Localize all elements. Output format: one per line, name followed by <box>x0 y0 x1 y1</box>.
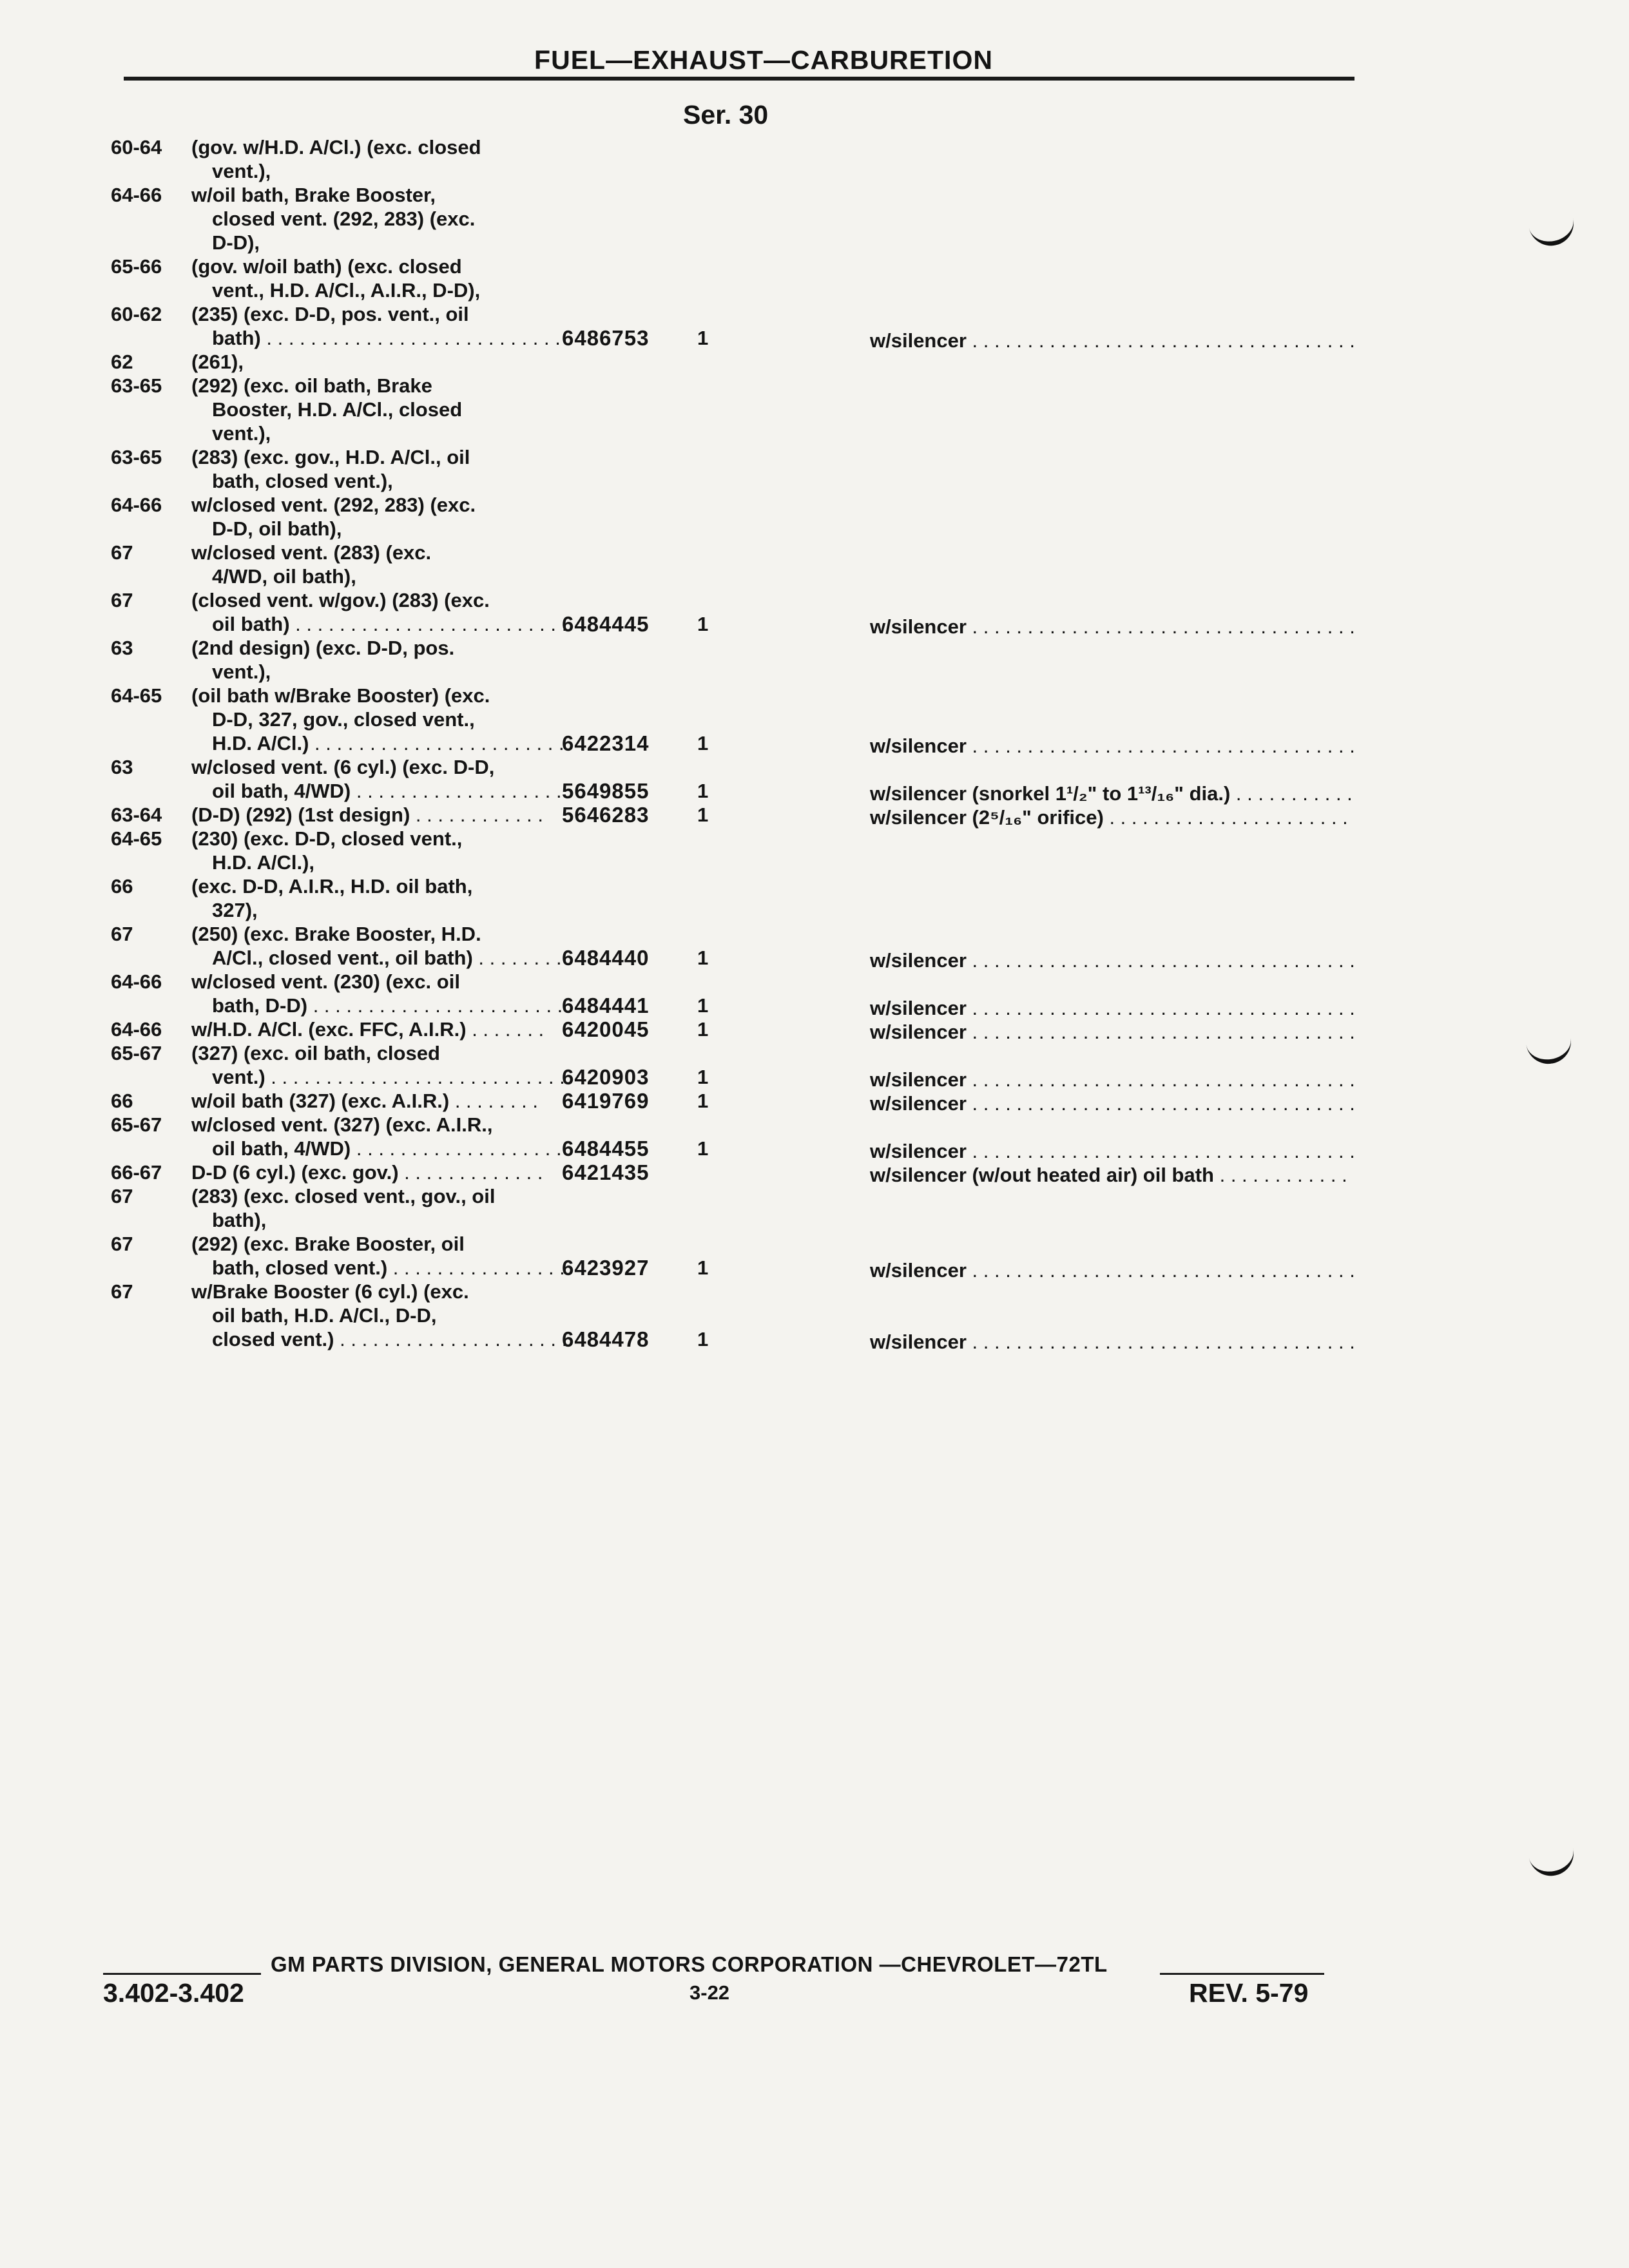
description-line: 4/WD, oil bath), <box>212 565 356 588</box>
quantity: 1 <box>697 947 709 969</box>
description-line: oil bath, H.D. A/Cl., D-D, <box>212 1304 437 1327</box>
description-line: w/oil bath (327) (exc. A.I.R.) . . . <box>191 1089 545 1113</box>
description-line: w/closed vent. (283) (exc. <box>191 541 432 564</box>
description-line: w/H.D. A/Cl. (exc. FFC, A.I.R.) . . . <box>191 1017 545 1041</box>
part-number: 5649855 <box>562 779 650 803</box>
description-line: (exc. D-D, A.I.R., H.D. oil bath, <box>191 875 473 898</box>
quantity: 1 <box>697 327 709 349</box>
footer-section-number: 3.402-3.402 <box>103 1978 244 2008</box>
quantity: 1 <box>697 803 709 826</box>
binder-mark-middle <box>1525 1034 1574 1066</box>
entry-description <box>191 1160 552 1184</box>
remark: w/silencer . . . <box>870 615 1353 639</box>
entry-description <box>191 1280 552 1351</box>
entry-years: 64-66 <box>111 970 162 993</box>
description-line: w/closed vent. (327) (exc. A.I.R., <box>191 1113 493 1136</box>
part-number: 6420045 <box>562 1017 650 1041</box>
description-line: D-D, oil bath), <box>212 517 342 540</box>
entry-years: 64-65 <box>111 827 162 850</box>
description-line: (gov. w/H.D. A/Cl.) (exc. closed <box>191 136 481 159</box>
entry-years: 64-66 <box>111 1018 162 1041</box>
binder-mark-bottom <box>1528 1845 1578 1880</box>
entry-description <box>191 1041 552 1089</box>
entry-description <box>191 684 552 755</box>
description-line: w/closed vent. (6 cyl.) (exc. D-D, <box>191 756 495 778</box>
entry-years: 63-65 <box>111 446 162 468</box>
entry-description <box>191 922 552 970</box>
description-line: bath), <box>212 1209 267 1231</box>
entry-description <box>191 1184 552 1232</box>
entry-years: 64-66 <box>111 184 162 206</box>
entry-years: 63 <box>111 637 133 659</box>
part-number: 6484441 <box>562 994 650 1017</box>
section-title: FUEL—EXHAUST—CARBURETION <box>534 45 993 75</box>
description-line: A/Cl., closed vent., oil bath) . . . <box>191 946 565 970</box>
quantity: 1 <box>697 1066 709 1088</box>
remark: w/silencer . . . <box>870 1330 1353 1354</box>
entry-description <box>191 874 552 922</box>
entry-years: 67 <box>111 1185 133 1207</box>
parts-entry <box>0 374 1418 451</box>
description-line: (261), <box>191 351 244 373</box>
entry-years: 66-67 <box>111 1161 162 1184</box>
description-line: w/oil bath, Brake Booster, <box>191 184 436 206</box>
description-line: oil bath, 4/WD) . . . <box>191 779 565 803</box>
description-line: (2nd design) (exc. D-D, pos. <box>191 637 455 659</box>
quantity: 1 <box>697 780 709 802</box>
description-line: oil bath) . . . <box>191 612 565 636</box>
description-line: D-D), <box>212 231 260 254</box>
part-number: 6423927 <box>562 1256 650 1280</box>
quantity: 1 <box>697 613 709 635</box>
entry-description <box>191 636 552 684</box>
entry-description <box>191 350 552 374</box>
entry-years: 65-66 <box>111 255 162 278</box>
description-line: closed vent. (292, 283) (exc. <box>212 207 476 230</box>
part-number: 6422314 <box>562 731 650 755</box>
entry-years: 67 <box>111 923 133 945</box>
description-line: vent.) . . . <box>191 1065 565 1089</box>
description-line: oil bath, 4/WD) . . . <box>191 1137 565 1160</box>
description-line: H.D. A/Cl.) . . . <box>191 731 565 755</box>
entry-description <box>191 588 552 636</box>
description-line: (250) (exc. Brake Booster, H.D. <box>191 923 481 945</box>
description-line: (235) (exc. D-D, pos. vent., oil <box>191 303 469 325</box>
remark: w/silencer . . . <box>870 734 1353 758</box>
entry-years: 65-67 <box>111 1113 162 1136</box>
quantity: 1 <box>697 1018 709 1041</box>
entry-years: 66 <box>111 875 133 898</box>
description-line: w/Brake Booster (6 cyl.) (exc. <box>191 1280 469 1303</box>
description-line: (292) (exc. Brake Booster, oil <box>191 1233 465 1255</box>
remark: w/silencer . . . <box>870 329 1353 352</box>
entry-description <box>191 493 552 541</box>
part-number: 6421435 <box>562 1160 650 1184</box>
title-rule <box>124 77 1354 81</box>
footer-publisher: GM PARTS DIVISION, GENERAL MOTORS CORPORATION —CHEVROLET—72TL <box>271 1952 1108 1976</box>
remark: w/silencer . . . <box>870 1068 1353 1091</box>
description-line: (327) (exc. oil bath, closed <box>191 1042 440 1064</box>
remark: w/silencer . . . <box>870 948 1353 972</box>
remark: w/silencer . . . <box>870 1020 1353 1044</box>
remark: w/silencer . . . <box>870 1091 1353 1115</box>
quantity: 1 <box>697 1137 709 1160</box>
entry-years: 66 <box>111 1090 133 1112</box>
entry-description <box>191 183 552 255</box>
description-line: (gov. w/oil bath) (exc. closed <box>191 255 462 278</box>
description-line: bath) . . . <box>191 326 565 350</box>
remark: w/silencer . . . <box>870 1139 1353 1163</box>
description-line: bath, D-D) . . . <box>191 994 565 1017</box>
description-line: D-D (6 cyl.) (exc. gov.) . . . <box>191 1160 545 1184</box>
description-line: D-D, 327, gov., closed vent., <box>212 708 475 731</box>
description-line: (283) (exc. gov., H.D. A/Cl., oil <box>191 446 470 468</box>
quantity: 1 <box>697 994 709 1017</box>
entry-description <box>191 374 552 445</box>
description-line: closed vent.) . . . <box>191 1327 565 1351</box>
remark: w/silencer (snorkel 1¹/₂" to 1¹³/₁₆" dia.) . . . <box>870 782 1353 805</box>
remark: w/silencer (w/out heated air) oil bath . . . <box>870 1163 1353 1187</box>
quantity: 1 <box>697 1328 709 1350</box>
entry-years: 63-65 <box>111 374 162 397</box>
binder-mark-top <box>1528 215 1578 250</box>
description-line: (closed vent. w/gov.) (283) (exc. <box>191 589 490 611</box>
entry-years: 64-65 <box>111 684 162 707</box>
description-line: bath, closed vent.) . . . <box>191 1256 565 1280</box>
entry-years: 65-67 <box>111 1042 162 1064</box>
part-number: 6484455 <box>562 1137 650 1160</box>
description-line: Booster, H.D. A/Cl., closed <box>212 398 463 421</box>
entry-description <box>191 135 552 183</box>
entry-description <box>191 255 552 302</box>
entry-years: 67 <box>111 589 133 611</box>
entry-description <box>191 445 552 493</box>
entry-description <box>191 1089 552 1113</box>
entry-description <box>191 827 552 874</box>
description-line: vent.), <box>212 660 271 683</box>
entry-description <box>191 1017 552 1041</box>
footer-revision: REV. 5-79 <box>1189 1978 1309 2008</box>
entry-years: 62 <box>111 351 133 373</box>
part-number: 6484478 <box>562 1327 650 1351</box>
entry-years: 64-66 <box>111 494 162 516</box>
entry-description <box>191 302 552 350</box>
remark: w/silencer (2⁵/₁₆" orifice) . . . <box>870 805 1353 829</box>
entry-description <box>191 1113 552 1160</box>
part-number: 6486753 <box>562 326 650 350</box>
entry-years: 67 <box>111 541 133 564</box>
entry-years: 67 <box>111 1280 133 1303</box>
remark: w/silencer . . . <box>870 996 1353 1020</box>
part-number: 6484440 <box>562 946 650 970</box>
description-line: (283) (exc. closed vent., gov., oil <box>191 1185 496 1207</box>
description-line: (292) (exc. oil bath, Brake <box>191 374 432 397</box>
description-line: vent., H.D. A/Cl., A.I.R., D-D), <box>212 279 481 302</box>
footer-page-number: 3-22 <box>689 1981 730 2004</box>
description-line: 327), <box>212 899 258 921</box>
entry-description <box>191 541 552 588</box>
quantity: 1 <box>697 1090 709 1112</box>
entry-description <box>191 755 552 803</box>
entry-years: 60-62 <box>111 303 162 325</box>
remark: w/silencer . . . <box>870 1258 1353 1282</box>
description-line: vent.), <box>212 422 271 445</box>
description-line: (oil bath w/Brake Booster) (exc. <box>191 684 490 707</box>
description-line: H.D. A/Cl.), <box>212 851 315 874</box>
part-number: 6420903 <box>562 1065 650 1089</box>
entry-years: 63-64 <box>111 803 162 826</box>
quantity: 1 <box>697 1256 709 1279</box>
entry-years: 63 <box>111 756 133 778</box>
part-number: 6484445 <box>562 612 650 636</box>
parts-entry <box>0 1280 1418 1357</box>
series-heading: Ser. 30 <box>683 100 769 130</box>
quantity: 1 <box>697 732 709 754</box>
description-line: (D-D) (292) (1st design) . . . <box>191 803 545 827</box>
entry-description <box>191 1232 552 1280</box>
footer-rule-left <box>103 1973 261 1975</box>
entry-years: 67 <box>111 1233 133 1255</box>
footer-rule-right <box>1160 1973 1324 1975</box>
entry-years: 60-64 <box>111 136 162 159</box>
description-line: w/closed vent. (292, 283) (exc. <box>191 494 476 516</box>
part-number: 6419769 <box>562 1089 650 1113</box>
parts-entry <box>0 183 1418 260</box>
description-line: w/closed vent. (230) (exc. oil <box>191 970 460 993</box>
entry-description <box>191 970 552 1017</box>
description-line: bath, closed vent.), <box>212 470 393 492</box>
parts-entry <box>0 684 1418 761</box>
entry-description <box>191 803 552 827</box>
part-number: 5646283 <box>562 803 650 827</box>
description-line: vent.), <box>212 160 271 182</box>
description-line: (230) (exc. D-D, closed vent., <box>191 827 463 850</box>
